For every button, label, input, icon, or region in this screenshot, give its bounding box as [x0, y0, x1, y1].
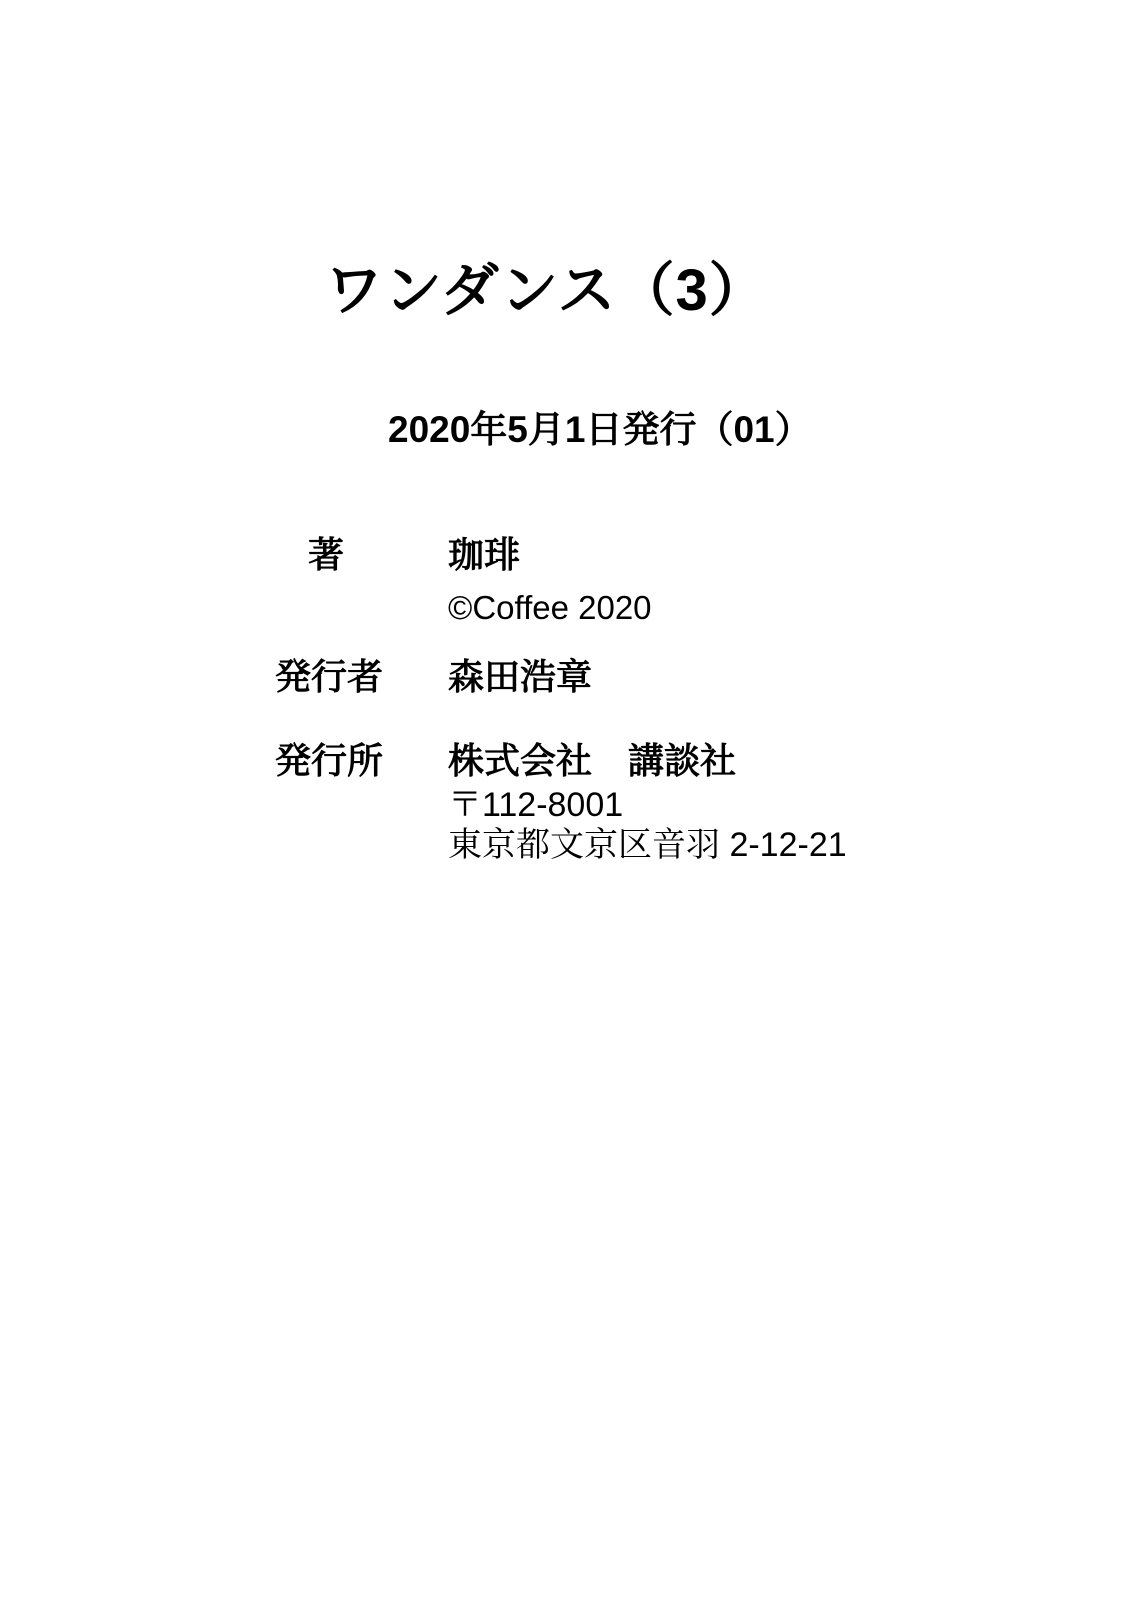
author-name: 珈琲: [448, 534, 521, 575]
author-label: 著: [307, 534, 344, 575]
publisher-name: 森田浩章: [448, 656, 593, 697]
publisher-postal-code: 〒112-8001: [448, 786, 624, 824]
publication-date-line: 2020年5月1日発行（01）: [388, 409, 812, 450]
book-title: ワンダンス（3）: [325, 258, 768, 323]
publishing-house-name: 株式会社 講談社: [448, 740, 737, 781]
publisher-label: 発行者: [275, 656, 384, 697]
publishing-house-label: 発行所: [275, 740, 384, 781]
copyright-notice: ©Coffee 2020: [448, 589, 652, 626]
author-row: [275, 533, 520, 576]
publisher-address: 東京都文京区音羽 2-12-21: [448, 826, 847, 864]
publishing-house-row: [275, 739, 736, 782]
publisher-row: [275, 655, 592, 698]
